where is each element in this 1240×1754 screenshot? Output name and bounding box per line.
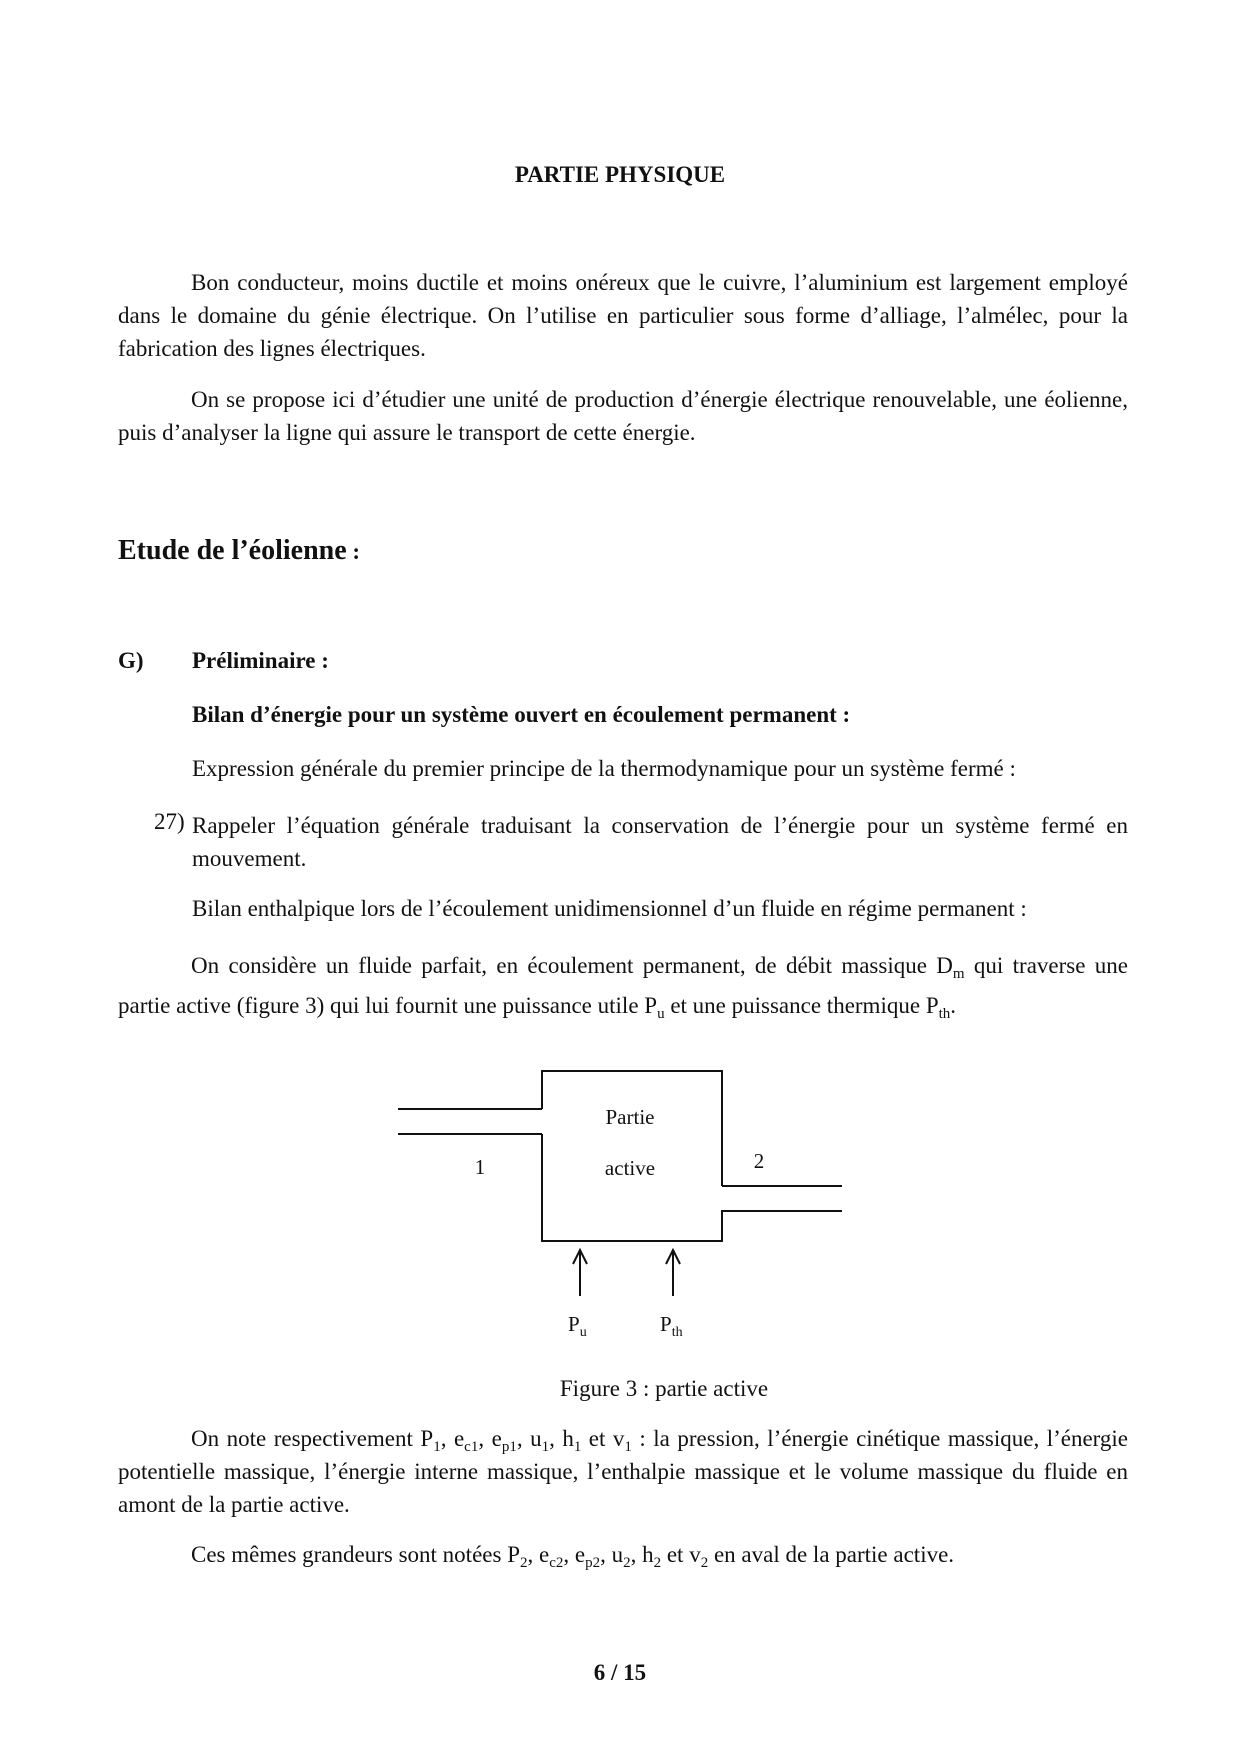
section-heading — [118, 535, 360, 567]
section-heading-colon: : — [346, 539, 361, 564]
pu-symbol: $P_u$ — [644, 993, 665, 1022]
notation-paragraph: On note respectivement $P_1$, $e_{c1}$, $e_{p1}$, $u_1$, $h_1$ et $v_1$ : la pression, l’énergie cinétique massique, l’énergie potentielle massique, l’énergie interne massique, l’enthalpie massique et le volume massique du fluide en amont de la partie active. — [118, 1426, 1129, 1517]
page-number: 6 / 15 — [593, 1660, 647, 1685]
pth-symbol: $P_{th}$ — [925, 993, 951, 1022]
dm-symbol: $D_m$ — [936, 953, 965, 982]
pth-label: $P_{th}$ — [660, 1312, 683, 1340]
question-number: 27) — [154, 809, 185, 834]
fluid-text-2: qui traverse une partie active (figure 3) qui lui fournit une puissance utile — [118, 953, 1128, 1018]
h1-symbol: $h_1$ — [562, 1426, 582, 1455]
p2-symbol: $P_2$ — [507, 1542, 528, 1571]
fluid-paragraph: On considère un fluide parfait, en écoulement permanent, de débit massique $D_m$ qui traverse une partie active (figure 3) qui lui fournit une puissance utile $P_u$ et une puissance thermique $P_{th}$. — [118, 953, 1128, 1022]
h2-symbol: $h_2$ — [642, 1542, 662, 1571]
v1-symbol: $v_1$ — [612, 1426, 632, 1455]
subsection-title: Préliminaire : — [192, 648, 329, 673]
v2-symbol: $v_2$ — [689, 1542, 709, 1571]
active-part-bottom-wall — [542, 1134, 842, 1241]
figure-caption: Figure 3 : partie active — [559, 1376, 769, 1401]
u1-symbol: $u_1$ — [530, 1426, 550, 1455]
question-text: Rappeler l’équation générale traduisant la conservation de l’énergie pour un système fermé en mouvement. — [192, 813, 1128, 871]
ec1-symbol: $e_{c1}$ — [453, 1426, 479, 1455]
ep2-symbol: $e_{p2}$ — [574, 1542, 601, 1571]
fluid-text-3: et une puissance thermique — [664, 993, 926, 1018]
ep1-symbol: $e_{p1}$ — [491, 1426, 517, 1455]
page-title: PARTIE PHYSIQUE — [514, 162, 726, 187]
label-inlet-1: 1 — [474, 1155, 486, 1179]
downstream-paragraph: Ces mêmes grandeurs sont notées $P_2$, $e_{c2}$, $e_{p2}$, $u_2$, $h_2$ et $v_2$ en aval de la partie active. — [191, 1542, 955, 1571]
active-part-figure — [380, 1060, 860, 1350]
box-label-line-2: active — [604, 1156, 656, 1180]
subsection-heading: Bilan d’énergie pour un système ouvert en écoulement permanent : — [192, 702, 851, 727]
expression-line: Expression générale du premier principe de la thermodynamique pour un système fermé : — [192, 756, 1016, 781]
pu-label: $P_u$ — [568, 1312, 587, 1340]
u2-symbol: $u_2$ — [611, 1542, 631, 1571]
intro-paragraph-1: Bon conducteur, moins ductile et moins onéreux que le cuivre, l’aluminium est largement employé dans le domaine du génie électrique. On l’utilise en particulier sous forme d’alliage, l’almélec, pour la fabrication des lignes électriques. — [118, 270, 1128, 361]
box-label-line-1: Partie — [605, 1105, 655, 1129]
ec2-symbol: $e_{c2}$ — [538, 1542, 564, 1571]
label-outlet-2: 2 — [753, 1149, 765, 1173]
bilan-line: Bilan enthalpique lors de l’écoulement unidimensionnel d’un fluide en régime permanent : — [192, 896, 1027, 921]
p1-symbol: $P_1$ — [420, 1426, 441, 1455]
fluid-text-1: On considère un fluide parfait, en écoulement permanent, de débit massique — [191, 953, 937, 978]
section-heading-text: Etude de l’éolienne — [118, 535, 347, 566]
subsection-label: G) — [118, 648, 144, 673]
intro-paragraph-2: On se propose ici d’étudier une unité de production d’énergie électrique renouvelable, une éolienne, puis d’analyser la ligne qui assure le transport de cette énergie. — [118, 387, 1128, 445]
